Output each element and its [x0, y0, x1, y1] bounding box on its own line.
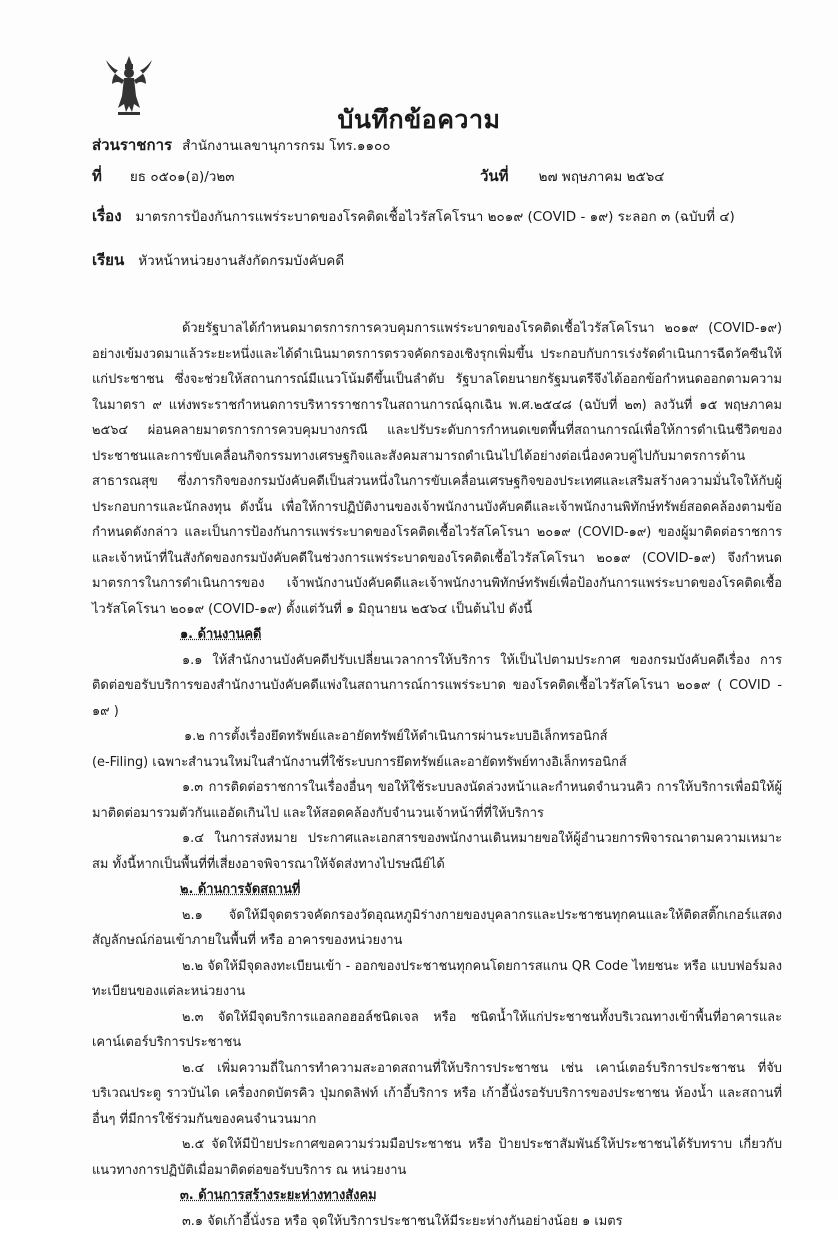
date-label: วันที่ — [480, 167, 509, 185]
subject-line — [92, 206, 735, 227]
subject-label: เรื่อง — [92, 207, 122, 225]
item-1-4: ๑.๔ ในการส่งหมาย ประกาศและเอกสารของพนักงานเดินหมายขอให้ผู้อำนวยการพิจารณาตามความเหมาะสม ทั้งนี้หากเป็นพื้นที่ที่เสี่ยงอาจพิจารณาให้จัดส่งทางไปรษณีย์ได้ — [92, 826, 782, 877]
item-2-4: ๒.๔ เพิ่มความถี่ในการทำความสะอาดสถานที่ให้บริการประชาชน เช่น เคาน์เตอร์บริการประชาชน ที่จับบริเวณประตู ราวบันได เครื่องกดบัตรคิว ปุ่มกดลิฟท์ เก้าอี้บริการ หรือ เก้าอี้นั่งรอรับบริการของประชาชน ห้องน้ำ และสถานที่อื่นๆ ที่มีการใช้ร่วมกันของคนจำนวนมาก — [92, 1056, 782, 1133]
item-2-1: ๒.๑ จัดให้มีจุดตรวจคัดกรองวัดอุณหภูมิร่างกายของบุคลากรและประชาชนทุกคนและให้ติดสติ๊กเกอร์แสดงสัญลักษณ์ก่อนเข้าภายในพื้นที่ หรือ อาคารของหน่วยงาน — [92, 903, 782, 954]
item-1-1: ๑.๑ ให้สำนักงานบังคับคดีปรับเปลี่ยนเวลาการให้บริการ ให้เป็นไปตามประกาศ ของกรมบังคับคดีเรื่อง การติดต่อขอรับบริการของสำนักงานบังคับคดีแพ่งในสถานการณ์การแพร่ระบาด ของโรคติดเชื้อไวรัสโคโรนา ๒๐๑๙ ( COVID - ๑๙ ) — [92, 648, 782, 725]
to-line — [92, 250, 344, 271]
item-3-1: ๓.๑ จัดเก้าอี้นั่งรอ หรือ จุดให้บริการประชาชนให้มีระยะห่างกันอย่างน้อย ๑ เมตร — [92, 1209, 782, 1234]
item-2-2: ๒.๒ จัดให้มีจุดลงทะเบียนเข้า - ออกของประชาชนทุกคนโดยการสแกน QR Code ไทยชนะ หรือ แบบฟอร์มลงทะเบียนของแต่ละหน่วยงาน — [92, 954, 782, 1005]
ref-label: ที่ — [92, 167, 102, 185]
section-2-title: ๒. ด้านการจัดสถานที่ — [92, 877, 782, 903]
date-line — [480, 166, 665, 187]
item-1-3: ๑.๓ การติดต่อราชการในเรื่องอื่นๆ ขอให้ใช้ระบบลงนัดล่วงหน้าและกำหนดจำนวนคิว การให้บริการเพื่อมิให้ผู้มาติดต่อมารวมตัวกันแออัดเกินไป และให้สอดคล้องกับจำนวนเจ้าหน้าที่ที่ให้บริการ — [92, 775, 782, 826]
item-1-2-line1: ๑.๒ การตั้งเรื่องยึดทรัพย์และอายัดทรัพย์ให้ดำเนินการผ่านระบบอิเล็กทรอนิกส์ — [92, 724, 782, 750]
agency-line — [92, 135, 391, 156]
intro-paragraph: ด้วยรัฐบาลได้กำหนดมาตรการการควบคุมการแพร่ระบาดของโรคติดเชื้อไวรัสโคโรนา ๒๐๑๙ (COVID-๑๙) อย่างเข้มงวดมาแล้วระยะหนึ่งและได้ดำเนินมาตรการตรวจคัดกรองเชิงรุกเพิ่มขึ้น ประกอบกับการเร่งรัดดำเนินการฉีดวัคซีนให้แก่ประชาชน ซึ่งจะช่วยให้สถานการณ์มีแนวโน้มดีขึ้นเป็นลำดับ รัฐบาลโดยนายกรัฐมนตรีจึงได้ออกข้อกำหนดออกตามความในมาตรา ๙ แห่งพระราชกำหนดการบริหารราชการในสถานการณ์ฉุกเฉิน พ.ศ.๒๕๔๘ (ฉบับที่ ๒๓) ลงวันที่ ๑๕ พฤษภาคม ๒๕๖๔ ผ่อนคลายมาตรการการควบคุมบางกรณี และปรับระดับการกำหนดเขตพื้นที่สถานการณ์เพื่อให้การดำเนินชีวิตของประชาชนและการขับเคลื่อนกิจกรรมทางเศรษฐกิจและสังคมสามารถดำเนินไปได้อย่างต่อเนื่องควบคู่ไปกับมาตรการด้านสาธารณสุข ซึ่งภารกิจของกรมบังคับคดีเป็นส่วนหนึ่งในการขับเคลื่อนเศรษฐกิจของประเทศและเสริมสร้างความมั่นใจให้กับผู้ประกอบการและนักลงทุน ดังนั้น เพื่อให้การปฏิบัติงานของเจ้าพนักงานบังคับคดีและเจ้าพนักงานพิทักษ์ทรัพย์สอดคล้องตามข้อกำหนดดังกล่าว และเป็นการป้องกันการแพร่ระบาดของโรคติดเชื้อไวรัสโคโรนา ๒๐๑๙ (COVID-๑๙) ของผู้มาติดต่อราชการและเจ้าหน้าที่ในสังกัดของกรมบังคับคดีในช่วงการแพร่ระบาดของโรคติดเชื้อไวรัสโคโรนา ๒๐๑๙ (COVID-๑๙) จึงกำหนดมาตรการในการดำเนินการของ เจ้าพนักงานบังคับคดีและเจ้าพนักงานพิทักษ์ทรัพย์เพื่อป้องกันการแพร่ระบาดของโรคติดเชื้อไวรัสโคโรนา ๒๐๑๙ (COVID-๑๙) ตั้งแต่วันที่ ๑ มิถุนายน ๒๕๖๔ เป็นต้นไป ดังนี้ — [92, 316, 782, 622]
to-value: หัวหน้าหน่วยงานสังกัดกรมบังคับคดี — [138, 253, 344, 269]
memo-title: บันทึกข้อความ — [0, 100, 838, 140]
section-3-title: ๓. ด้านการสร้างระยะห่างทางสังคม — [92, 1183, 782, 1209]
item-2-3: ๒.๓ จัดให้มีจุดบริการแอลกอฮอล์ชนิดเจล หรือ ชนิดน้ำให้แก่ประชาชนทั้งบริเวณทางเข้าพื้นที่อาคารและเคาน์เตอร์บริการประชาชน — [92, 1005, 782, 1056]
agency-label: ส่วนราชการ — [92, 136, 172, 154]
memo-body — [92, 316, 782, 1234]
item-1-2-line2: (e-Filing) เฉพาะสำนวนใหม่ในสำนักงานที่ใช้ระบบการยึดทรัพย์และอายัดทรัพย์ทางอิเล็กทรอนิกส์ — [92, 750, 782, 776]
date-value: ๒๗ พฤษภาคม ๒๕๖๔ — [539, 169, 665, 185]
ref-value: ยธ ๐๕๐๑(อ)/ว๒๓ — [130, 169, 235, 185]
ref-line — [92, 166, 235, 187]
subject-value: มาตรการป้องกันการแพร่ระบาดของโรคติดเชื้อไวรัสโคโรนา ๒๐๑๙ (COVID - ๑๙) ระลอก ๓ (ฉบับที่ ๔) — [136, 209, 735, 225]
to-label: เรียน — [92, 251, 124, 269]
agency-value: สำนักงานเลขานุการกรม โทร.๑๑๐๐ — [182, 138, 390, 154]
item-2-5: ๒.๕ จัดให้มีป้ายประกาศขอความร่วมมือประชาชน หรือ ป้ายประชาสัมพันธ์ให้ประชาชนได้รับทราบ เกี่ยวกับแนวทางการปฏิบัติเมื่อมาติดต่อขอรับบริการ ณ หน่วยงาน — [92, 1132, 782, 1183]
section-1-title: ๑. ด้านงานคดี — [92, 622, 782, 648]
